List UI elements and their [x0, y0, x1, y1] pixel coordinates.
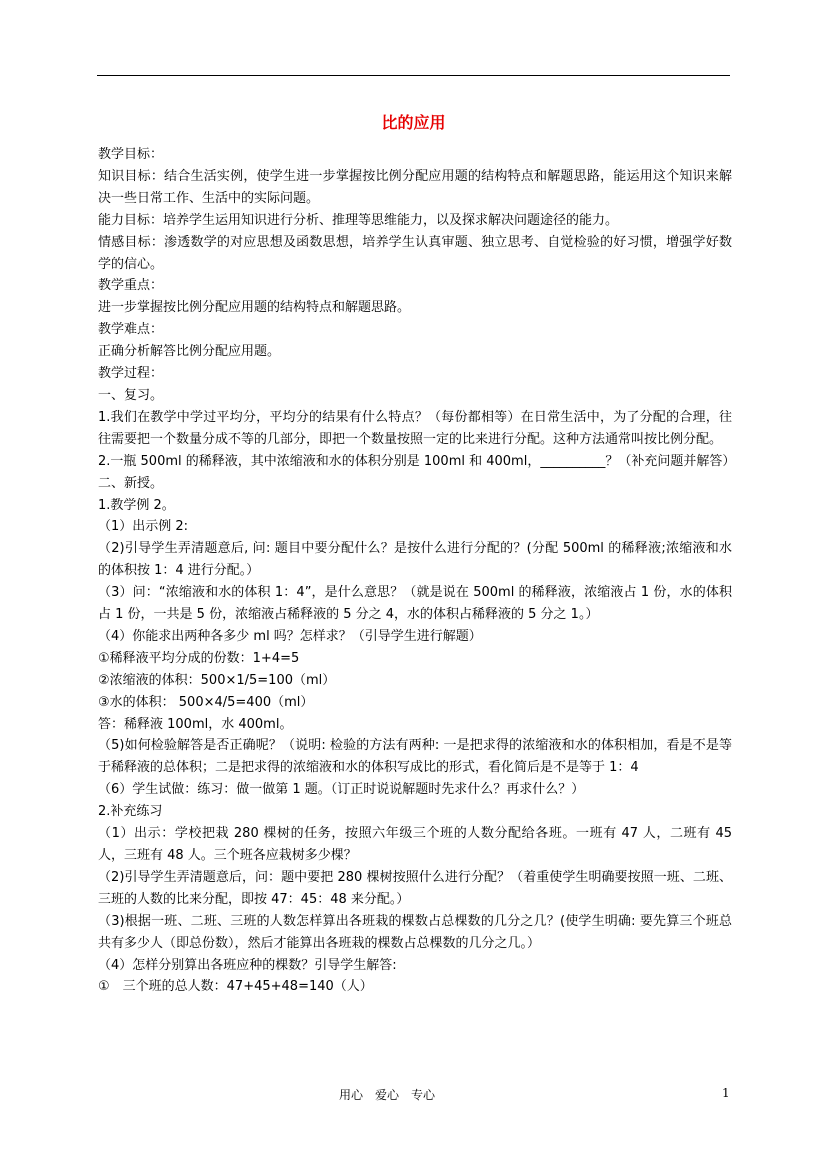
- paragraph: （2)引导学生弄清题意后, 问: 题目中要分配什么？是按什么进行分配的？(分配 500ml 的稀释液;浓缩液和水的体积按 1：4 进行分配。）: [98, 541, 732, 579]
- paragraph: 正确分析解答比例分配应用题。: [98, 344, 281, 360]
- paragraph: （4）怎样分别算出各班应种的棵数？引导学生解答:: [98, 957, 397, 973]
- paragraph: ①稀释液平均分成的份数：1+4=5: [98, 650, 300, 666]
- paragraph: 1.我们在教学中学过平均分，平均分的结果有什么特点？（每份都相等）在日常生活中，为了分配的合理，往往需要把一个数量分成不等的几部分，即把一个数量按照一定的比来进行分配。这种方法通常叫按比例分配。: [98, 409, 732, 447]
- paragraph: （4）你能求出两种各多少 ml 吗？怎样求？（引导学生进行解题）: [98, 628, 482, 644]
- paragraph: 教学过程：: [98, 366, 164, 382]
- paragraph: 1.教学例 2。: [98, 497, 175, 513]
- paragraph: 知识目标：结合生活实例，使学生进一步掌握按比例分配应用题的结构特点和解题思路，能运用这个知识来解决一些日常工作、生活中的实际问题。: [98, 168, 732, 206]
- paragraph: ②浓缩液的体积：500×1/5=100（ml）: [98, 672, 336, 688]
- paragraph: （3）问：“浓缩液和水的体积 1：4”，是什么意思？（就是说在 500ml 的稀释液，浓缩液占 1 份，水的体积占 1 份，一共是 5 份，浓缩液占稀释液的 5 分之 4，水的体积占稀释液的 5 分之 1。）: [98, 585, 732, 623]
- paragraph: （1）出示例 2:: [98, 519, 189, 535]
- paragraph: 教学难点：: [98, 322, 164, 338]
- paragraph: 答：稀释液 100ml，水 400ml。: [98, 716, 293, 732]
- paragraph: （2)引导学生弄清题意后，问：题中要把 280 棵树按照什么进行分配？（着重使学生明确要按照一班、二班、三班的人数的比来分配，即按 47：45：48 来分配。）: [98, 869, 732, 907]
- paragraph: 能力目标：培养学生运用知识进行分析、推理等思维能力，以及探求解决问题途径的能力。: [98, 212, 619, 228]
- page-number: 1: [722, 1086, 730, 1100]
- paragraph: 教学重点：: [98, 278, 164, 294]
- page-title: 比的应用: [381, 113, 446, 132]
- header-rule: [97, 75, 730, 76]
- paragraph: ③水的体积： 500×4/5=400（ml）: [98, 694, 314, 710]
- paragraph: （1）出示：学校把栽 280 棵树的任务，按照六年级三个班的人数分配给各班。一班有 47 人，二班有 45 人，三班有 48 人。三个班各应栽树多少棵？: [98, 826, 737, 863]
- paragraph: 一、复习。: [98, 387, 164, 403]
- paragraph: 进一步掌握按比例分配应用题的结构特点和解题思路。: [98, 300, 411, 316]
- document-body: [98, 144, 737, 998]
- paragraph: 教学目标：: [98, 147, 164, 162]
- paragraph: 情感目标：渗透数学的对应思想及函数思想，培养学生认真审题、独立思考、自觉检验的好习惯，增强学好数学的信心。: [98, 234, 732, 272]
- paragraph: 2.补充练习: [98, 804, 163, 820]
- paragraph: （5)如何检验解答是否正确呢？（说明: 检验的方法有两种: 一是把求得的浓缩液和水的体积相加，看是不是等于稀释液的总体积；二是把求得的浓缩液和水的体积写成比的形式，看化简后是不是等于 1：4: [98, 738, 732, 776]
- paragraph: 二、新授。: [98, 475, 164, 491]
- paragraph: （3)根据一班、二班、三班的人数怎样算出各班栽的棵数占总棵数的几分之几？(使学生明确: 要先算三个班总共有多少人（即总份数），然后才能算出各班栽的棵数占总棵数的几分之几。）: [98, 913, 732, 951]
- paragraph: （6）学生试做：练习：做一做第 1 题。（订正时说说解题时先求什么？再求什么？）: [98, 782, 585, 798]
- paragraph: ① 三个班的总人数：47+45+48=140（人）: [98, 979, 373, 995]
- footer-text: 用心 爱心 专心: [339, 1088, 436, 1102]
- paragraph: 2.一瓶 500ml 的稀释液，其中浓缩液和水的体积分别是 100ml 和 400ml，__________？（补充问题并解答）: [98, 453, 736, 469]
